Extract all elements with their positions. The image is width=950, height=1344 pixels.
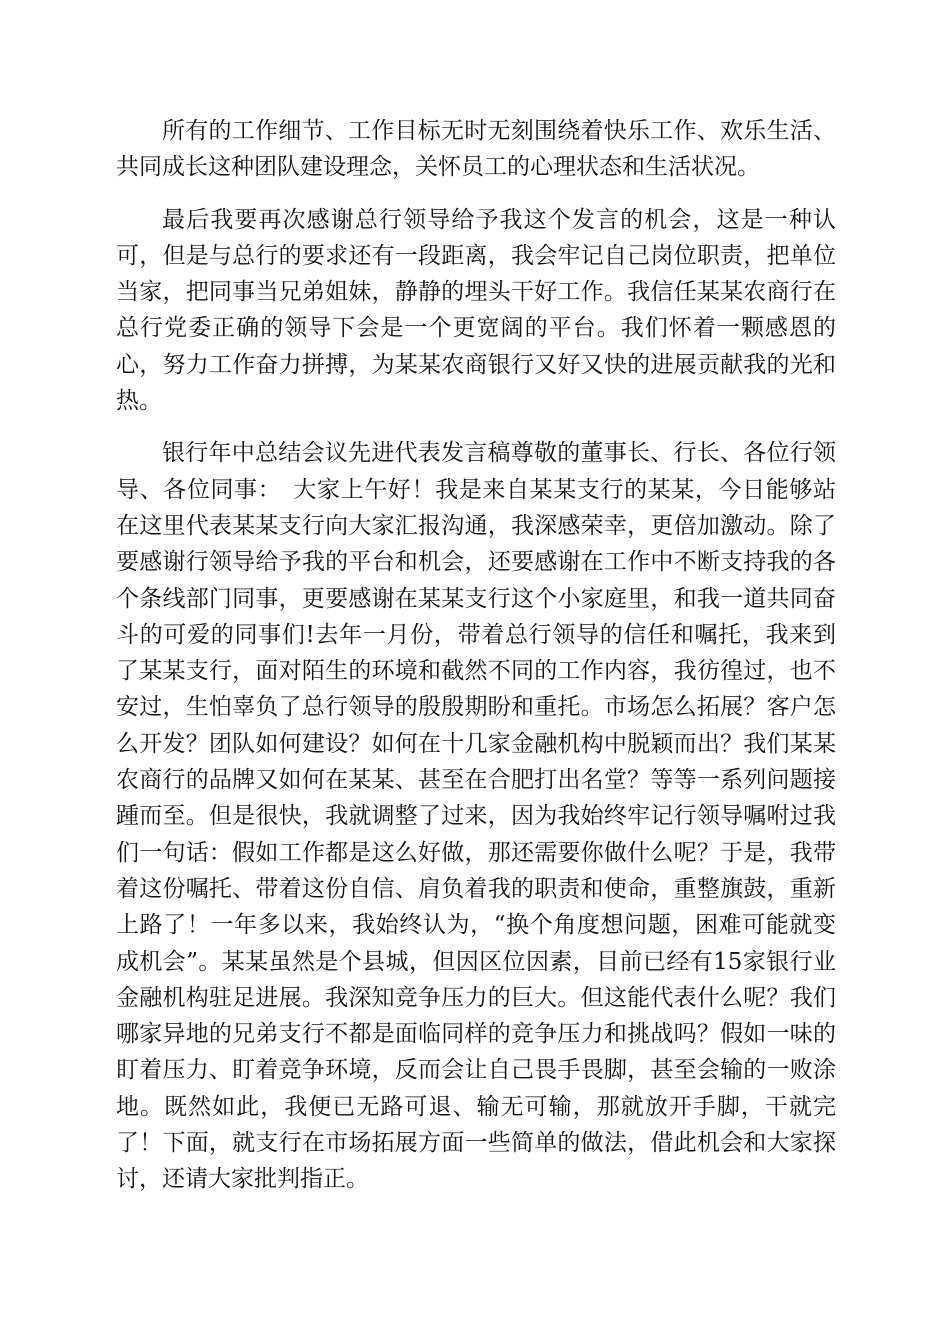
paragraph-closing-thanks: 最后我要再次感谢总行领导给予我这个发言的机会，这是一种认可，但是与总行的要求还有一段距离，我会牢记自己岗位职责，把单位当家，把同事当兄弟姐妹，静静的埋头干好工作。我信任某某农商行在总行党委正确的领导下会是一个更宽阔的平台。我们怀着一颗感恩的心，努力工作奋力拼搏，为某某农商银行又好又快的进展贡献我的光和热。 bbox=[116, 206, 836, 415]
paragraph-speech-body: 银行年中总结会议先进代表发言稿尊敬的董事长、行长、各位行领导、各位同事： 大家上午好！我是来自某某支行的某某，今日能够站在这里代表某某支行向大家汇报沟通，我深感荣幸，更倍加激动。除了要感谢行领导给予我的平台和机会，还要感谢在工作中不断支持我的各个条线部门同事，更要感谢在某某支行这个小家庭里，和我一道共同奋斗的可爱的同事们!去年一月份，带着总行领导的信任和嘱托，我来到了某某支行，面对陌生的环境和截然不同的工作内容，我彷徨过，也不安过，生怕辜负了总行领导的殷殷期盼和重托。市场怎么拓展？客户怎么开发？团队如何建设？如何在十几家金融机构中脱颖而出？我们某某农商行的品牌又如何在某某、甚至在合肥打出名堂？等等一系列问题接踵而至。但是很快，我就调整了过来，因为我始终牢记行领导嘱咐过我们一句话：假如工作都是这么好做，那还需要你做什么呢？于是，我带着这份嘱托、带着这份自信、肩负着我的职责和使命，重整旗鼓，重新上路了！一年多以来，我始终认为，“换个角度想问题，困难可能就变成机会”。某某虽然是个县城，但因区位因素，目前已经有15家银行业金融机构驻足进展。我深知竞争压力的巨大。但这能代表什么呢？我们哪家异地的兄弟支行不都是面临同样的竞争压力和挑战吗？假如一味的盯着压力、盯着竞争环境，反而会让自己畏手畏脚，甚至会输的一败涂地。既然如此，我便已无路可退、输无可输，那就放开手脚，干就完了！下面，就支行在市场拓展方面一些简单的做法，借此机会和大家探讨，还请大家批判指正。 bbox=[116, 440, 836, 1193]
paragraph-team-building: 所有的工作细节、工作目标无时无刻围绕着快乐工作、欢乐生活、共同成长这种团队建设理念，关怀员工的心理状态和生活状况。 bbox=[116, 118, 836, 181]
document-body bbox=[116, 113, 836, 1198]
